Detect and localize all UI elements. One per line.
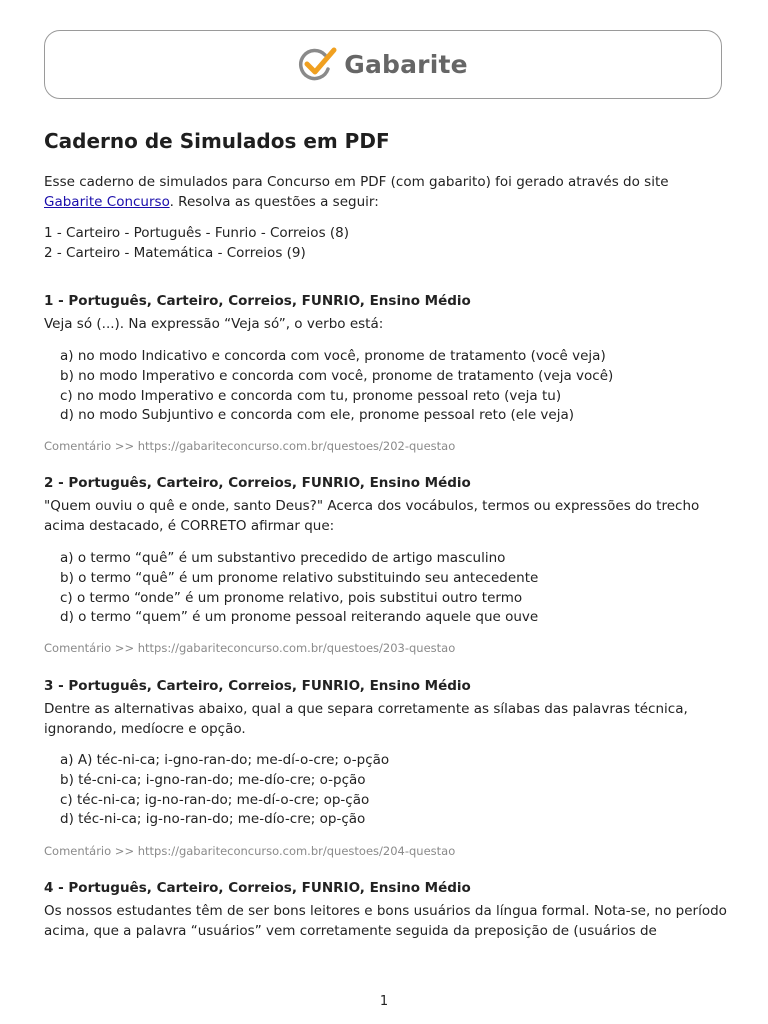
question-3-text: Dentre as alternativas abaixo, qual a que separa corretamente as sílabas das palavras técnica, ignorando, medíocre e opção. — [44, 701, 688, 737]
toc-item: 2 - Carteiro - Matemática - Correios (9) — [44, 244, 306, 261]
option-c: c) téc-ni-ca; ig-no-ran-do; me-dí-o-cre; op-ção — [60, 791, 370, 808]
question-1-comment-link[interactable]: Comentário >> https://gabariteconcurso.com.br/questoes/202-questao — [44, 439, 456, 453]
option-c: c) o termo “onde” é um pronome relativo, pois substitui outro termo — [60, 589, 523, 606]
option-c: c) no modo Imperativo e concorda com tu, pronome pessoal reto (veja tu) — [60, 387, 562, 404]
header-banner — [44, 30, 722, 99]
option-b: b) o termo “quê” é um pronome relativo substituindo seu antecedente — [60, 569, 539, 586]
question-4-text: Os nossos estudantes têm de ser bons leitores e bons usuários da língua formal. Nota-se, no período acima, que a palavra “usuários” vem corretamente seguida da preposição de (usuários de — [44, 903, 727, 939]
question-1-text: Veja só (...). Na expressão “Veja só”, o verbo está: — [44, 316, 384, 332]
option-b: b) no modo Imperativo e concorda com você, pronome de tratamento (veja você) — [60, 367, 614, 384]
question-3-comment-link[interactable]: Comentário >> https://gabariteconcurso.com.br/questoes/204-questao — [44, 844, 456, 858]
option-d: d) o termo “quem” é um pronome pessoal reiterando aquele que ouve — [60, 609, 539, 626]
question-2-heading: 2 - Português, Carteiro, Correios, FUNRIO, Ensino Médio — [44, 475, 471, 491]
page-title: Caderno de Simulados em PDF — [44, 129, 390, 153]
gabarite-concurso-link[interactable]: Gabarite Concurso — [44, 193, 170, 210]
question-1-heading: 1 - Português, Carteiro, Correios, FUNRIO, Ensino Médio — [44, 293, 471, 309]
question-1-options — [60, 347, 613, 426]
intro-text-after: . Resolva as questões a seguir: — [169, 193, 379, 210]
question-2-comment-link[interactable]: Comentário >> https://gabariteconcurso.com.br/questoes/203-questao — [44, 641, 456, 655]
intro-text-before: Esse caderno de simulados para Concurso em PDF (com gabarito) foi gerado através do site — [44, 174, 669, 190]
toc-list — [44, 224, 349, 263]
option-a: a) no modo Indicativo e concorda com você, pronome de tratamento (você veja) — [60, 348, 606, 364]
option-a: a) A) téc-ni-ca; i-gno-ran-do; me-dí-o-cre; o-pção — [60, 752, 390, 768]
question-3-heading: 3 - Português, Carteiro, Correios, FUNRIO, Ensino Médio — [44, 678, 471, 694]
option-a: a) o termo “quê” é um substantivo precedido de artigo masculino — [60, 550, 506, 566]
option-d: d) téc-ni-ca; ig-no-ran-do; me-dío-cre; op-ção — [60, 811, 366, 828]
question-2-options — [60, 549, 538, 628]
option-d: d) no modo Subjuntivo e concorda com ele, pronome pessoal reto (ele veja) — [60, 407, 575, 424]
option-b: b) té-cni-ca; i-gno-ran-do; me-dío-cre; o-pção — [60, 771, 366, 788]
page-number: 1 — [379, 994, 389, 1009]
brand-name: Gabarite — [344, 50, 468, 79]
checkmark-logo-icon — [298, 47, 338, 83]
intro-paragraph — [44, 173, 724, 212]
toc-item: 1 - Carteiro - Português - Funrio - Correios (8) — [44, 225, 350, 241]
question-4-heading: 4 - Português, Carteiro, Correios, FUNRIO, Ensino Médio — [44, 880, 471, 896]
question-3-options — [60, 751, 389, 830]
question-2-text: "Quem ouviu o quê e onde, santo Deus?" Acerca dos vocábulos, termos ou expressões do trecho acima destacado, é CORRETO afirmar que: — [44, 498, 700, 534]
gabarite-logo[interactable] — [298, 47, 468, 83]
